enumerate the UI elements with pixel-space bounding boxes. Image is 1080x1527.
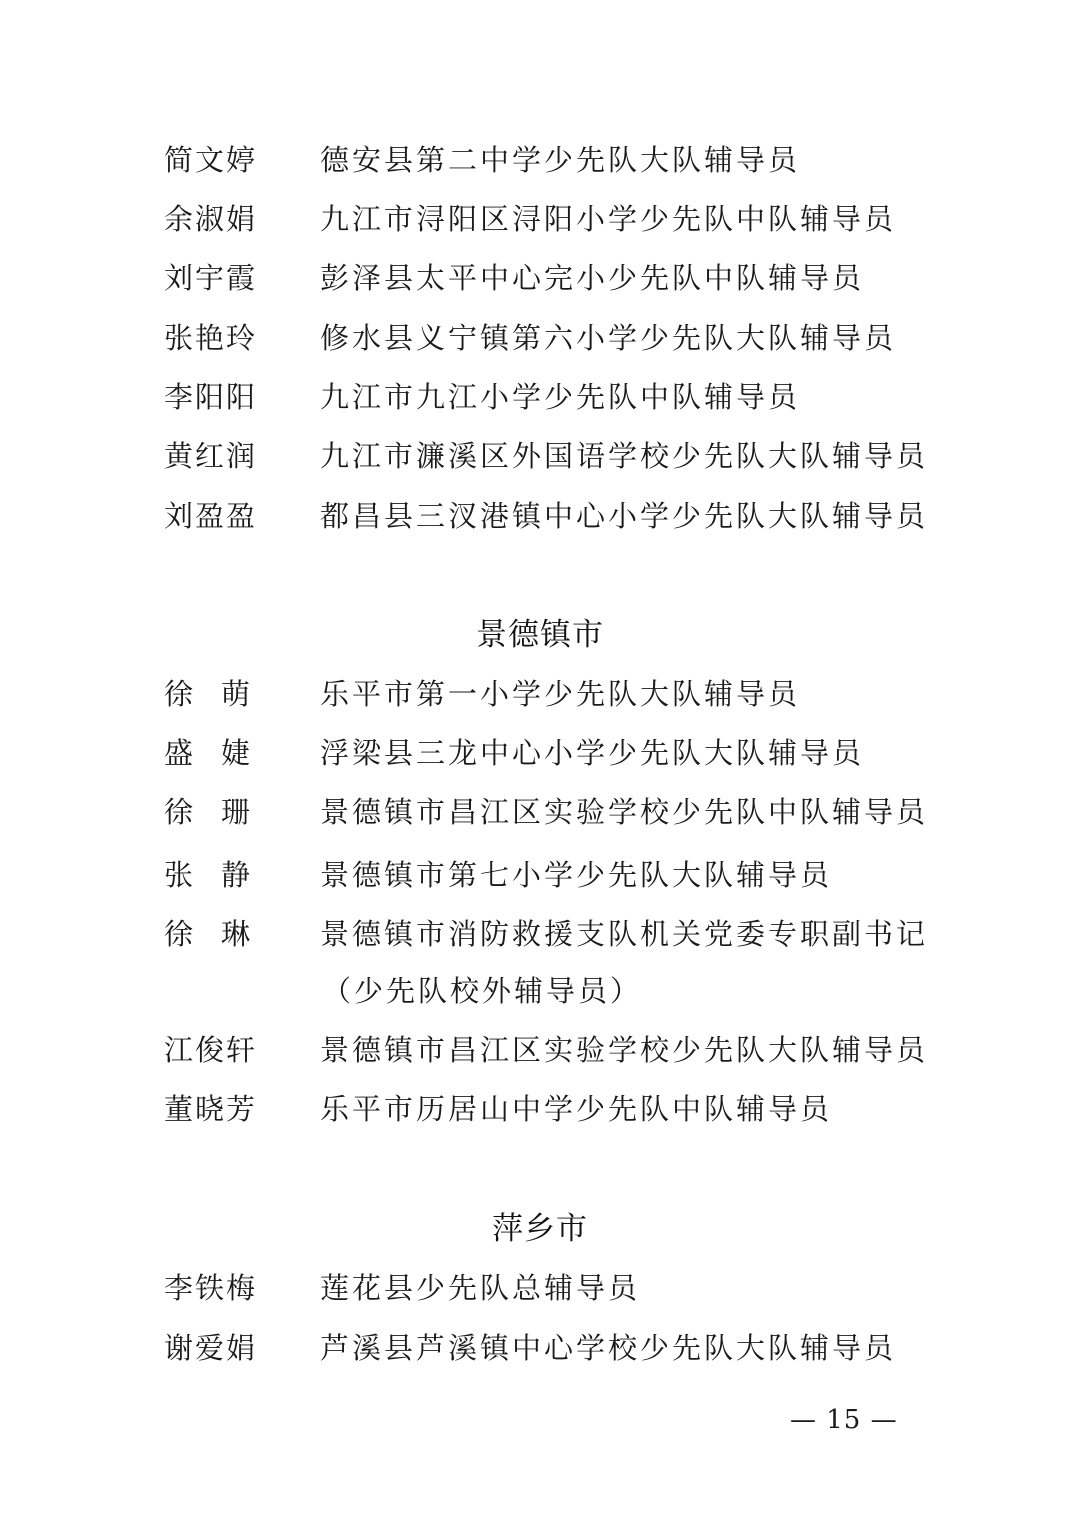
person-role: 景德镇市消防救援支队机关党委专职副书记 [320,917,929,951]
person-name: 刘盈盈 [164,499,258,533]
person-role-continuation: （少先队校外辅导员） [322,974,643,1008]
section-heading: 萍乡市 [492,1211,588,1247]
section-heading: 景德镇市 [476,617,604,653]
person-role: 都昌县三汊港镇中心小学少先队大队辅导员 [320,499,929,533]
list-item [0,494,1080,538]
person-name: 江俊轩 [164,1033,258,1067]
person-role: 九江市濂溪区外国语学校少先队大队辅导员 [320,439,929,473]
list-item [0,375,1080,419]
person-name [164,853,251,897]
list-item [0,138,1080,182]
person-name-first: 徐 [164,917,194,951]
person-name: 刘宇霞 [164,261,258,295]
person-name-first: 徐 [164,677,194,711]
list-item [0,912,1080,956]
list-item [0,1087,1080,1131]
person-name: 董晓芳 [164,1092,258,1126]
person-role: 九江市浔阳区浔阳小学少先队中队辅导员 [320,202,897,236]
person-name: 李铁梅 [164,1271,258,1305]
person-name-last: 萌 [221,677,251,711]
person-name: 谢爱娟 [164,1331,258,1365]
list-item [0,1028,1080,1072]
list-item [0,256,1080,300]
list-item [0,790,1080,834]
person-name-first: 盛 [164,736,194,770]
person-name-last: 婕 [221,736,251,770]
person-role: 乐平市第一小学少先队大队辅导员 [320,677,801,711]
list-item [0,853,1080,897]
list-item [0,434,1080,478]
person-name-first: 张 [164,858,194,892]
person-role: 景德镇市昌江区实验学校少先队大队辅导员 [320,1033,929,1067]
page-number: — 15 — [790,1405,898,1435]
list-item [0,197,1080,241]
person-name [164,731,251,775]
person-name-last: 静 [221,858,251,892]
person-role: 景德镇市第七小学少先队大队辅导员 [320,858,833,892]
person-role: 彭泽县太平中心完小少先队中队辅导员 [320,261,865,295]
person-role: 莲花县少先队总辅导员 [320,1271,641,1305]
person-name: 黄红润 [164,439,258,473]
person-name-last: 珊 [221,795,251,829]
list-item [0,316,1080,360]
person-role: 浮梁县三龙中心小学少先队大队辅导员 [320,736,865,770]
person-role: 九江市九江小学少先队中队辅导员 [320,380,801,414]
person-role: 德安县第二中学少先队大队辅导员 [320,143,801,177]
list-item [0,731,1080,775]
person-name [164,912,251,956]
person-name: 简文婷 [164,143,258,177]
person-name: 张艳玲 [164,321,258,355]
person-name [164,790,251,834]
list-item [0,672,1080,716]
person-role: 芦溪县芦溪镇中心学校少先队大队辅导员 [320,1331,897,1365]
list-item [0,1266,1080,1310]
person-role: 乐平市历居山中学少先队中队辅导员 [320,1092,833,1126]
person-role: 景德镇市昌江区实验学校少先队中队辅导员 [320,795,929,829]
person-name: 余淑娟 [164,202,258,236]
person-name-last: 琳 [221,917,251,951]
person-name [164,672,251,716]
person-name-first: 徐 [164,795,194,829]
person-name: 李阳阳 [164,380,258,414]
list-item [0,1326,1080,1370]
person-role: 修水县义宁镇第六小学少先队大队辅导员 [320,321,897,355]
